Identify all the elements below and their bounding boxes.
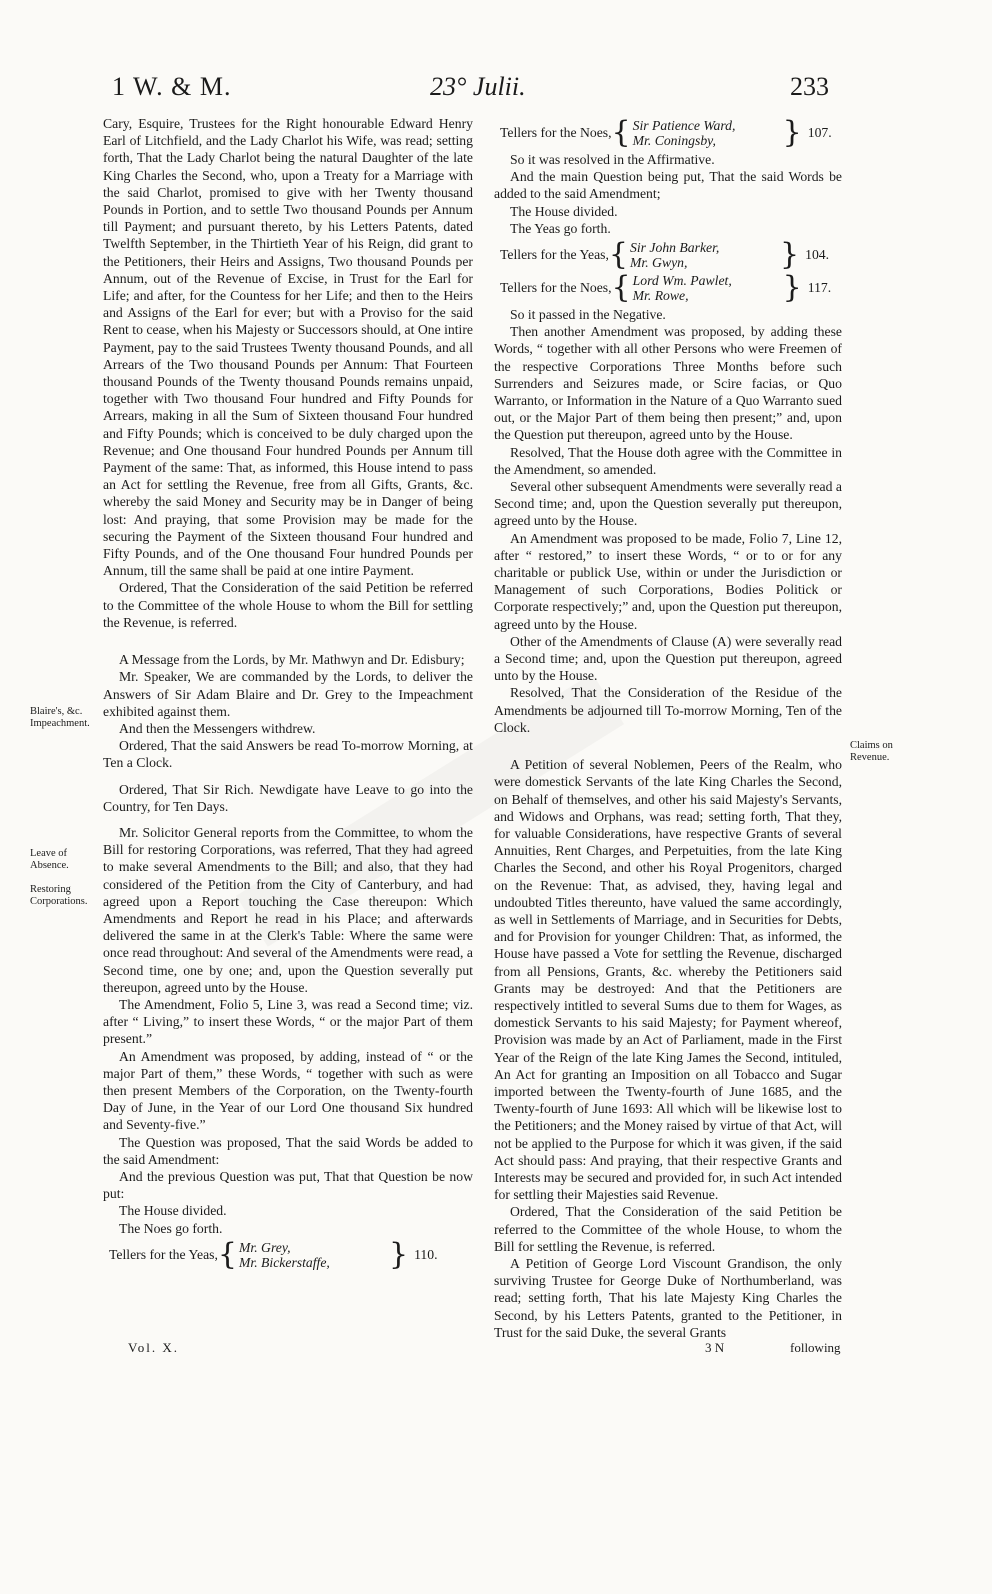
paragraph: So it passed in the Negative. [510,307,666,323]
tellers-yeas-1 [109,1236,473,1272]
paragraph: Ordered, That the Consideration of the said Petition be referred to the Committee of the whole House, to whom the Bill for settling the Revenue, is referred. [494,1204,842,1254]
tellers-noes-1 [500,115,842,150]
tellers-label: Tellers for the Noes, [500,280,612,296]
tellers-label: Tellers for the Noes, [500,125,612,141]
margin-note-impeachment: Blaire's, &c. Impeachment. [30,706,90,729]
vote-count: 110. [414,1247,438,1263]
paragraph: Then another Amendment was proposed, by adding these Words, “ together with all other Persons who were Freemen of the respective Corporations Three Months before such Surrenders and Seizures made, or Scire facias, or Quo Warranto, or Information in the Nature of a Quo Warranto sued out, or the Major Part of them being then present;” and, upon the Question put thereupon, agreed unto by the House. [494,324,842,443]
brace-open-icon: { [611,270,631,306]
teller-name: Mr. Grey, [239,1239,291,1255]
paragraph: Mr. Speaker, We are commanded by the Lords, to deliver the Answers of Sir Adam Blaire and Dr. Grey to the Impeachment exhibited against them. [103,669,473,719]
teller-name: Mr. Coningsby, [632,133,716,148]
paragraph: Cary, Esquire, Trustees for the Right honourable Edward Henry Earl of Litchfield, and the Lady Charlot his Wife, was read; setting forth, That the Lady Charlot being the natural Daughter of the late King Charles the Second, who, upon a Treaty for a Marriage with the said Charlot, promised to give with her Twenty thousand Pounds in Portion, and to settle Two thousand Pounds per Annum till Payment; and pursuant thereto, by his Letters Patents, dated Twelfth September, in the Thirtieth Year of his Reign, did grant to the Petitioners, their Heirs and Assigns, Two thousand Pounds per Annum, out of the Revenue of Excise, in Trust for the Earl for Life; and after, for the Countess for her Life; and then to the Heirs and Assigns of the Earl for ever; but with a Proviso for the said Rent to cease, when his Majesty or Successors should, at One intire Payment, pay to the said Trustees Twenty thousand Pounds, and all Arrears of the Two thousand Pounds per Annum: That Fourteen thousand Pounds of the Twenty thousand Pounds remains unpaid, together with Two thousand Four hundred and Fifty Pounds for Arrears, making in all the Sum of Sixteen thousand Four hundred and Fifty Pounds; which is conceived to be duly charged upon the Revenue; and One thousand Four hundred Pounds per Annum till Payment of the same: That, as informed, this House intend to pass an Act for settling the Revenue, free from all Gifts, Grants, &c. whereby the said Money and Security may be in Danger of being lost: And praying, that some Provision may be made for the securing the Payment of the Sixteen thousand Four hundred and Fifty Pounds, and of the One thousand Four hundred Pounds per Annum, till the same shall be paid at one intire Payment. [103,116,473,579]
paragraph: Resolved, That the Consideration of the Residue of the Amendments be adjourned till To-morrow Morning, Ten of the Clock. [494,685,842,735]
tellers-yeas-2 [500,237,842,273]
brace-close-icon: } [782,270,802,306]
brace-close-icon: } [780,237,800,273]
brace-open-icon: { [608,237,628,273]
page-header [0,72,992,112]
tellers-names [631,118,783,148]
vote-count: 117. [807,280,832,296]
teller-name: Mr. Gwyn, [630,255,688,271]
right-column [494,115,842,1341]
teller-name: Mr. Bickerstaffe, [239,1254,330,1270]
paragraph: Ordered, That Sir Rich. Newdigate have Leave to go into the Country, for Ten Days. [103,781,473,814]
catchword: following [790,1340,841,1355]
date-heading: 23° Julii. [430,72,526,101]
brace-close-icon: } [782,115,802,150]
paragraph: The Noes go forth. [119,1220,223,1236]
margin-note-claims: Claims on Revenue. [850,740,893,763]
paragraph: A Message from the Lords, by Mr. Mathwyn and Dr. Edisbury; [119,652,465,668]
teller-name: Sir John Barker, [630,240,720,256]
paragraph: Mr. Solicitor General reports from the Committee, to whom the Bill for restoring Corporations, was referred, That they had agreed to make several Amendments to the Bill; and also, that they had considered of the Petition from the City of Canterbury, and had agreed upon a Report touching the Case thereupon: Which Amendments and Report he read in his Place; and afterwards delivered the same in at the Clerk's Table: Where the same were once read throughout: And several of the Amendments were read, a Second time, one by one; and, upon the Question severally put thereupon, agreed unto by the House. [103,824,473,995]
paragraph: A Petition of George Lord Viscount Grandison, the only surviving Trustee for George Duke of Northumberland, was read; setting forth, That his late Majesty King Charles the Second, by his Letters Patents, granted to the Petitioner, in Trust for the said Duke, the several Grants [494,1255,842,1340]
paragraph: And then the Messengers withdrew. [119,720,316,736]
paragraph: A Petition of several Noblemen, Peers of the Realm, who were domestick Servants of the late King Charles the Second, on Behalf of themselves, and other his said Majesty's Servants, and Widows and Orphans, was read; setting forth, That they, for valuable Considerations, have respective Grants of several Annuities, Rent Charges, and Perpetuities, from the late King Charles the Second, and other his Royal Progenitors, charged on the Revenue: That, as advised, they, having legal and undoubted Titles thereunto, have valued the same accordingly, as well in Settlements of Marriage, and in Securities for Debts, and for Provision for younger Children: That, as informed, the House have passed a Vote for settling the Revenue, discharged from all Pensions, Grants, &c. whereby the Petitioners said Grants may be destroyed: And that the Petitioners are respectively intitled to several Sums due to them for Wages, as domestick Servants to his said Majesty; for Payment whereof, Provision was made by an Act of Parliament, made in the First Year of the Reign of the late King James the Second, intituled, An Act for granting an Imposition on all Tobacco and Sugar imported between the Twenty-fourth of June 1685, and the Twenty-fourth of June 1693: All which will be likewise lost to the Petitioners; and the Money raised by virtue of that Act, will not be applied to the Purpose for which it was given, if the said Act should pass: And praying, that their respective Grants and Interests may be secured and provided for, in such Act intended for settling their Majesties said Revenue. [494,757,842,1203]
paragraph: The House divided. [119,1203,227,1219]
teller-name: Lord Wm. Pawlet, [632,273,732,289]
brace-open-icon: { [217,1236,237,1272]
paragraph: Several other subsequent Amendments were severally read a Second time; and, upon the Question severally put thereupon, agreed unto by the House. [494,479,842,529]
margin-note-restoring: Restoring Corporations. [30,884,88,907]
paragraph: Ordered, That the said Answers be read To-morrow Morning, at Ten a Clock. [103,738,473,771]
paragraph: The Yeas go forth. [510,220,611,236]
paragraph: The Question was proposed, That the said Words be added to the said Amendment: [103,1134,473,1167]
paragraph: Ordered, That the Consideration of the said Petition be referred to the Committee of the whole House to whom the Bill for settling the Revenue, is referred. [103,580,473,630]
teller-name: Sir Patience Ward, [632,118,736,133]
vote-count: 104. [805,247,830,263]
paragraph: Resolved, That the House doth agree with the Committee in the Amendment, so amended. [494,444,842,477]
page-number: 233 [790,72,829,101]
paragraph: The Amendment, Folio 5, Line 3, was read a Second time; viz. after “ Living,” to insert these Words, “ or the major Part of them present.” [103,996,473,1047]
tellers-names [237,1240,389,1270]
tellers-label: Tellers for the Yeas, [500,247,609,263]
volume-label: Vol. X. [128,1340,179,1355]
brace-open-icon: { [611,115,631,150]
vote-count: 107. [807,125,832,141]
tellers-label: Tellers for the Yeas, [109,1247,218,1263]
paragraph: And the previous Question was put, That that Question be now put: [103,1168,473,1202]
tellers-names [631,273,783,303]
brace-close-icon: } [389,1236,409,1272]
paragraph: An Amendment was proposed to be made, Folio 7, Line 12, after “ restored,” to insert these Words, “ or to or for any charitable or publick Use, within or under the Jurisdiction or Management of such Corporations, Bodies Politick or Corporate respectively;” and, upon the Question put thereupon, agreed unto by the House. [494,530,842,632]
paragraph: Other of the Amendments of Clause (A) were severally read a Second time; and, upon the Question put thereupon, agreed unto by the House. [494,633,842,684]
paragraph: So it was resolved in the Affirmative. [510,152,715,167]
teller-name: Mr. Rowe, [632,288,689,304]
tellers-names [628,240,780,270]
paragraph: The House divided. [510,203,618,219]
signature-mark: 3 N [705,1340,725,1355]
paragraph: And the main Question being put, That the said Words be added to the said Amendment; [494,169,842,202]
tellers-noes-2 [500,270,842,306]
margin-note-leave: Leave of Absence. [30,848,69,871]
regnal-year: 1 W. & M. [112,72,232,101]
left-column [103,115,473,1273]
paragraph: An Amendment was proposed, by adding, instead of “ or the major Part of them,” these Words, “ together with such as were then present Members of the Corporation, on the Twenty-fourth Day of June, in the Year of our Lord One thousand Six hundred and Seventy-five.” [103,1048,473,1133]
